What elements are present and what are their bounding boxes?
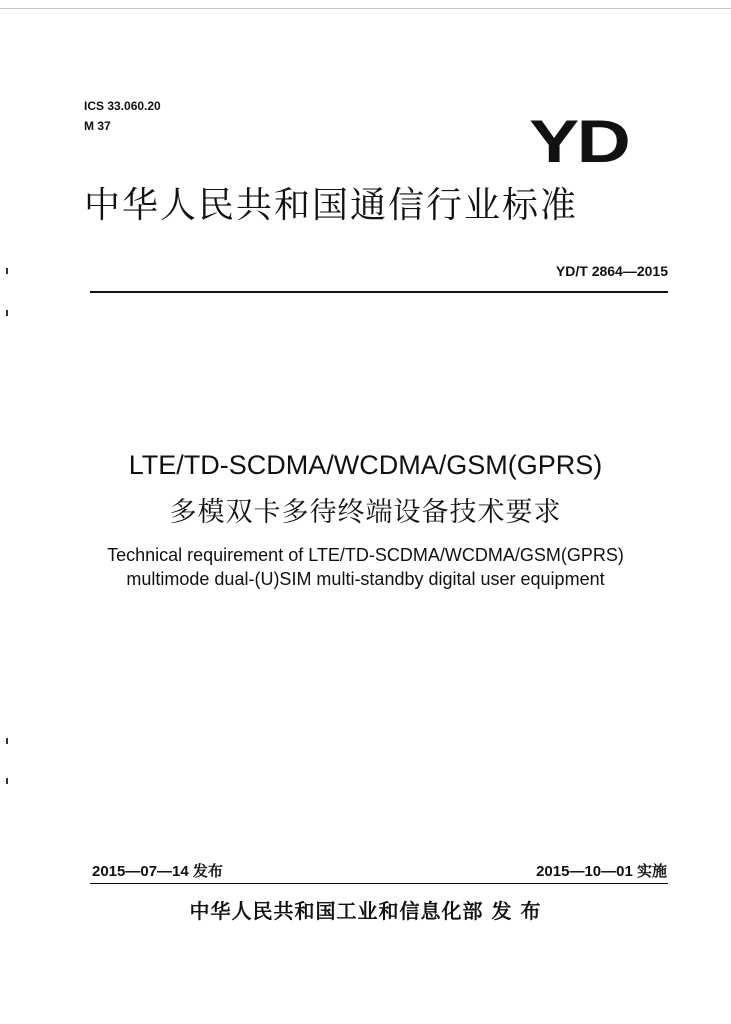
scan-mark xyxy=(6,738,8,744)
header-divider xyxy=(90,291,668,293)
classification-code: M 37 xyxy=(84,119,111,133)
scan-mark xyxy=(6,310,8,316)
issuer: 中华人民共和国工业和信息化部 发 布 xyxy=(189,899,542,923)
standard-type: 中华人民共和国通信行业标准 xyxy=(84,185,579,226)
scan-mark xyxy=(6,268,8,274)
implement-date: 2015—10—01 实施 xyxy=(536,863,667,880)
footer-divider xyxy=(90,883,668,884)
scan-mark xyxy=(6,778,8,784)
ics-code: ICS 33.060.20 xyxy=(84,99,161,113)
subtitle-line-1: Technical requirement of LTE/TD-SCDMA/WCDMA/GSM(GPRS) xyxy=(107,545,624,565)
title-chinese: 多模双卡多待终端设备技术要求 xyxy=(169,497,562,528)
standard-number: YD/T 2864—2015 xyxy=(555,263,668,279)
issue-date: 2015—07—14 发布 xyxy=(92,863,223,880)
subtitle-line-2: multimode dual-(U)SIM multi-standby digital user equipment xyxy=(126,569,605,589)
yd-logo: YD xyxy=(528,108,628,175)
title-english: LTE/TD-SCDMA/WCDMA/GSM(GPRS) xyxy=(128,450,603,480)
scan-edge-line xyxy=(0,8,731,9)
